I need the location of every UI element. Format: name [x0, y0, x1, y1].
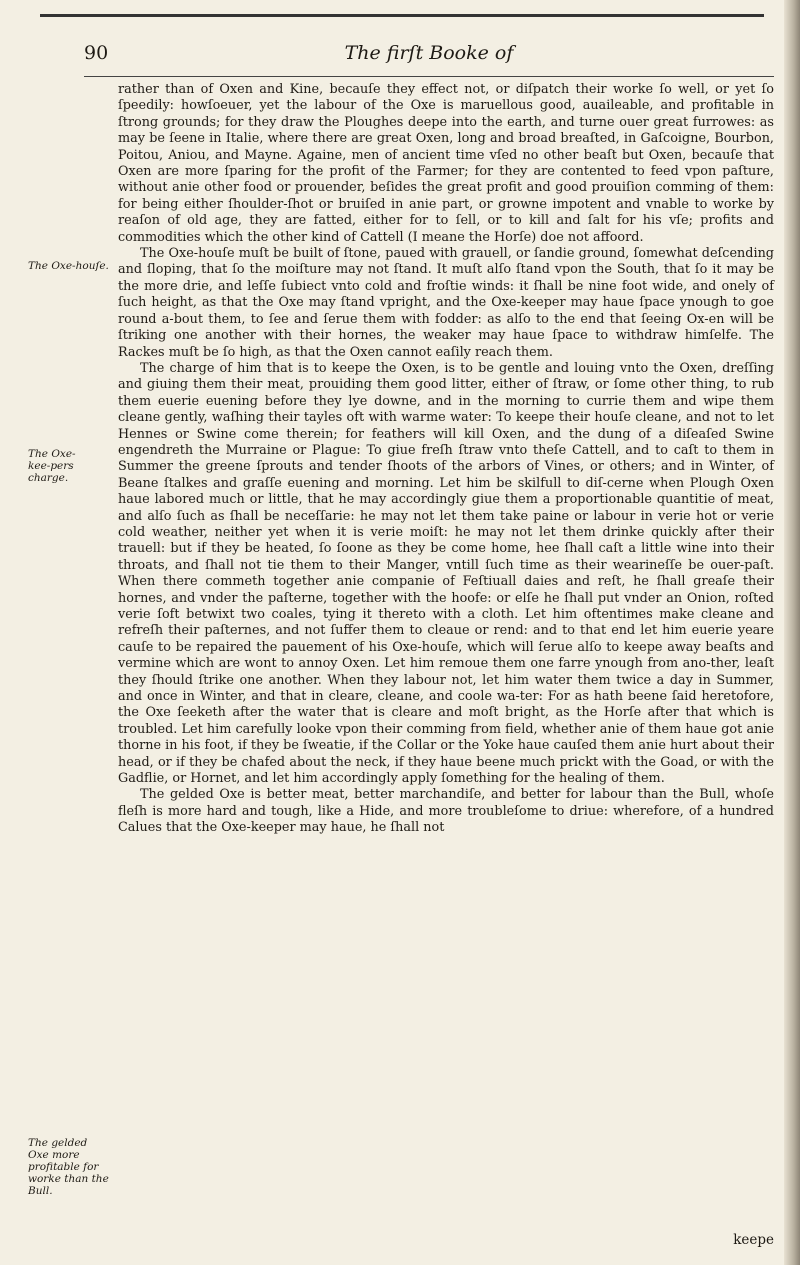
running-head: The firſt Booke of	[344, 42, 514, 64]
page-number: 90	[84, 42, 109, 64]
top-border-rule	[40, 14, 764, 17]
margin-note-keepers-charge: The Oxe-kee-pers charge.	[28, 448, 76, 484]
catchword: keepe	[733, 1232, 774, 1248]
paragraph-gelded-oxe: The gelded Oxe is better meat, better marchandiſe, and better for labour than the Bull, whoſe fleſh is more hard and tough, like a Hide, and more troubleſome to driue: wherefore, of a hundred Calues that the Oxe-keeper may haue, he ſhall not	[118, 787, 774, 836]
body-text	[118, 82, 774, 837]
margin-note-gelded-oxe: The gelded Oxe more profitable for worke than the Bull.	[28, 1137, 109, 1197]
header-rule	[84, 76, 774, 77]
page-edge-shadow	[784, 0, 800, 1265]
margin-note-oxe-house: The Oxe-houſe.	[28, 260, 109, 272]
page-header	[84, 42, 774, 70]
paragraph-oxe-house: The Oxe-houſe muſt be built of ſtone, paued with grauell, or ſandie ground, ſomewhat deſcending and ſloping, that ſo the moiſture may not ſtand. It muſt alſo ſtand vpon the South, that ſo it may be the more drie, and leſſe ſubiect vnto cold and froſtie winds: it ſhall be nine foot wide, and onely of ſuch height, as that the Oxe may ſtand vpright, and the Oxe-keeper may haue ſpace ynough to goe round a-bout them, to ſee and ſerue them with fodder: as alſo to the end that ſeeing Ox-en will be ſtriking one another with their hornes, the weaker may haue ſpace to withdraw himſelfe. The Rackes muſt be ſo high, as that the Oxen cannot eaſily reach them.	[118, 246, 774, 360]
paragraph-keepers-charge: The charge of him that is to keepe the Oxen, is to be gentle and louing vnto the Oxen, dreſſing and giuing them their meat, prouiding them good litter, either of ſtraw, or ſome other thing, to rub them euerie euening before they lye downe, and in the morning to currie them and wipe them cleane gently, waſhing their tayles oft with warme water: To keepe their houſe cleane, and not to let Hennes or Swine come therein; for feathers will kill Oxen, and the dung of a diſeaſed Swine engendreth the Murraine or Plague: To giue freſh ſtraw vnto theſe Cattell, and to caſt to them in Summer the greene ſprouts and tender ſhoots of the arbors of Vines, or others; and in Winter, of Beane ſtalkes and graſſe euening and morning. Let him be skilfull to diſ-cerne when Plough Oxen haue labored much or little, that he may accordingly giue them a proportionable quantitie of meat, and alſo ſuch as ſhall be neceſſarie: he may not let them take paine or labour in verie hot or verie cold weather, neither yet when it is verie moiſt: he may not let them drinke quickly after their trauell: but if they be heated, ſo ſoone as they be come home, hee ſhall caſt a little wine into their throats, and ſhall not tie them to their Manger, vntill ſuch time as their wearineſſe be ouer-paſt. When there commeth together anie companie of Feſtiuall daies and reſt, he ſhall greaſe their hornes, and vnder the paſterne, together with the hoofe: or elſe he ſhall put vnder an Onion, roſted verie ſoft betwixt two coales, tying it thereto with a cloth. Let him oftentimes make cleane and refreſh their paſternes, and not ſuffer them to cleaue or rend: and to that end let him euerie yeare cauſe to be repaired the pauement of his Oxe-houſe, which will ſerue alſo to keepe away beaſts and vermine which are wont to annoy Oxen. Let him remoue them one farre ynough from ano-ther, leaſt they ſhould ſtrike one another. When they labour not, let him water them twice a day in Summer, and once in Winter, and that in cleare, cleane, and coole wa-ter: For as hath beene ſaid heretofore, the Oxe ſeeketh after the water that is cleare and moſt bright, as the Horſe after that which is troubled. Let him carefully looke vpon their comming from field, whether anie of them haue got anie thorne in his foot, if they be ſweatie, if the Collar or the Yoke haue cauſed them anie hurt about their head, or if they be chafed about the neck, if they haue beene much prickt with the Goad, or with the Gadflie, or Hornet, and let him accordingly apply ſomething for the healing of them.	[118, 360, 774, 787]
paragraph-oxen-labour: rather than of Oxen and Kine, becauſe they effect not, or diſpatch their worke ſo well, or yet ſo ſpeedily: howſoeuer, yet the labour of the Oxe is maruellous good, auaileable, and profitable in ſtrong grounds; for they draw the Ploughes deepe into the earth, and turne ouer great furrowes: as may be ſeene in Italie, where there are great Oxen, long and broad breaſted, in Gaſcoigne, Bourbon, Poitou, Aniou, and Mayne. Againe, men of ancient time vſed no other beaſt but Oxen, becauſe that Oxen are more ſparing for the profit of the Farmer; for they are contented to feed vpon paſture, without anie other food or prouender, beſides the great profit and good prouiſion comming of them: for being either ſhoulder-ſhot or bruiſed in anie part, or growne impotent and vnable to worke by reaſon of old age, they are fatted, either for to ſell, or to kill and ſalt for his vſe; profits and commodities which the other kind of Cattell (I meane the Horſe) doe not affoord.	[118, 82, 774, 245]
